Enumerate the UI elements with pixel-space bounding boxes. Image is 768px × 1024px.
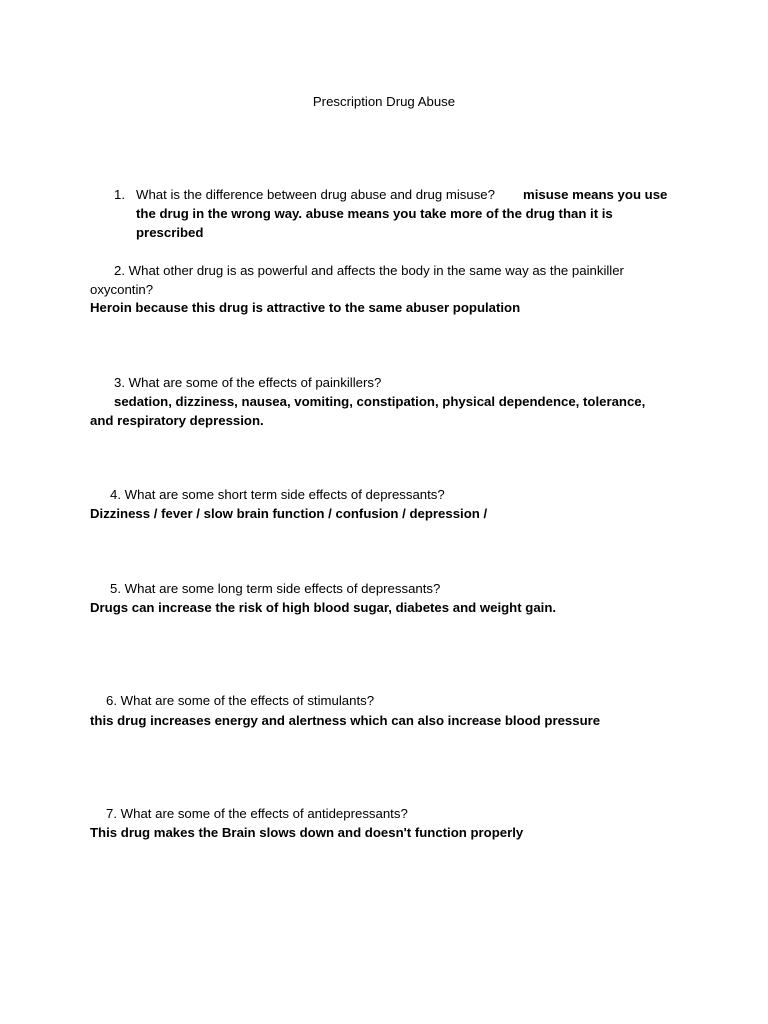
q7-answer: This drug makes the Brain slows down and doesn't function properly <box>90 825 524 840</box>
q1-answer-line2: the drug in the wrong way. abuse means you take more of the drug than it is <box>136 206 613 221</box>
q1-question: What is the difference between drug abuse and drug misuse? <box>136 187 495 202</box>
q1-number: 1. <box>114 187 125 202</box>
document-title: Prescription Drug Abuse <box>312 94 456 109</box>
q2-question-line1: 2. What other drug is as powerful and affects the body in the same way as the painkiller <box>114 263 624 278</box>
q5-question: 5. What are some long term side effects of depressants? <box>110 581 441 596</box>
q5-answer: Drugs can increase the risk of high blood sugar, diabetes and weight gain. <box>90 600 557 615</box>
q6-question: 6. What are some of the effects of stimulants? <box>106 693 375 708</box>
q4-question: 4. What are some short term side effects of depressants? <box>110 487 445 502</box>
q3-question: 3. What are some of the effects of painkillers? <box>114 375 382 390</box>
q7-question: 7. What are some of the effects of antidepressants? <box>106 806 408 821</box>
q6-answer: this drug increases energy and alertness which can also increase blood pressure <box>90 713 601 728</box>
q2-question-line2: oxycontin? <box>90 282 154 297</box>
q1-answer-line3: prescribed <box>136 225 204 240</box>
q3-answer-line1: sedation, dizziness, nausea, vomiting, constipation, physical dependence, tolerance, <box>114 394 646 409</box>
q3-answer-line2: and respiratory depression. <box>90 413 264 428</box>
q2-answer: Heroin because this drug is attractive to the same abuser population <box>90 300 521 315</box>
q1-answer-line1: misuse means you use <box>523 187 668 202</box>
q4-answer: Dizziness / fever / slow brain function / confusion / depression / <box>90 506 488 521</box>
